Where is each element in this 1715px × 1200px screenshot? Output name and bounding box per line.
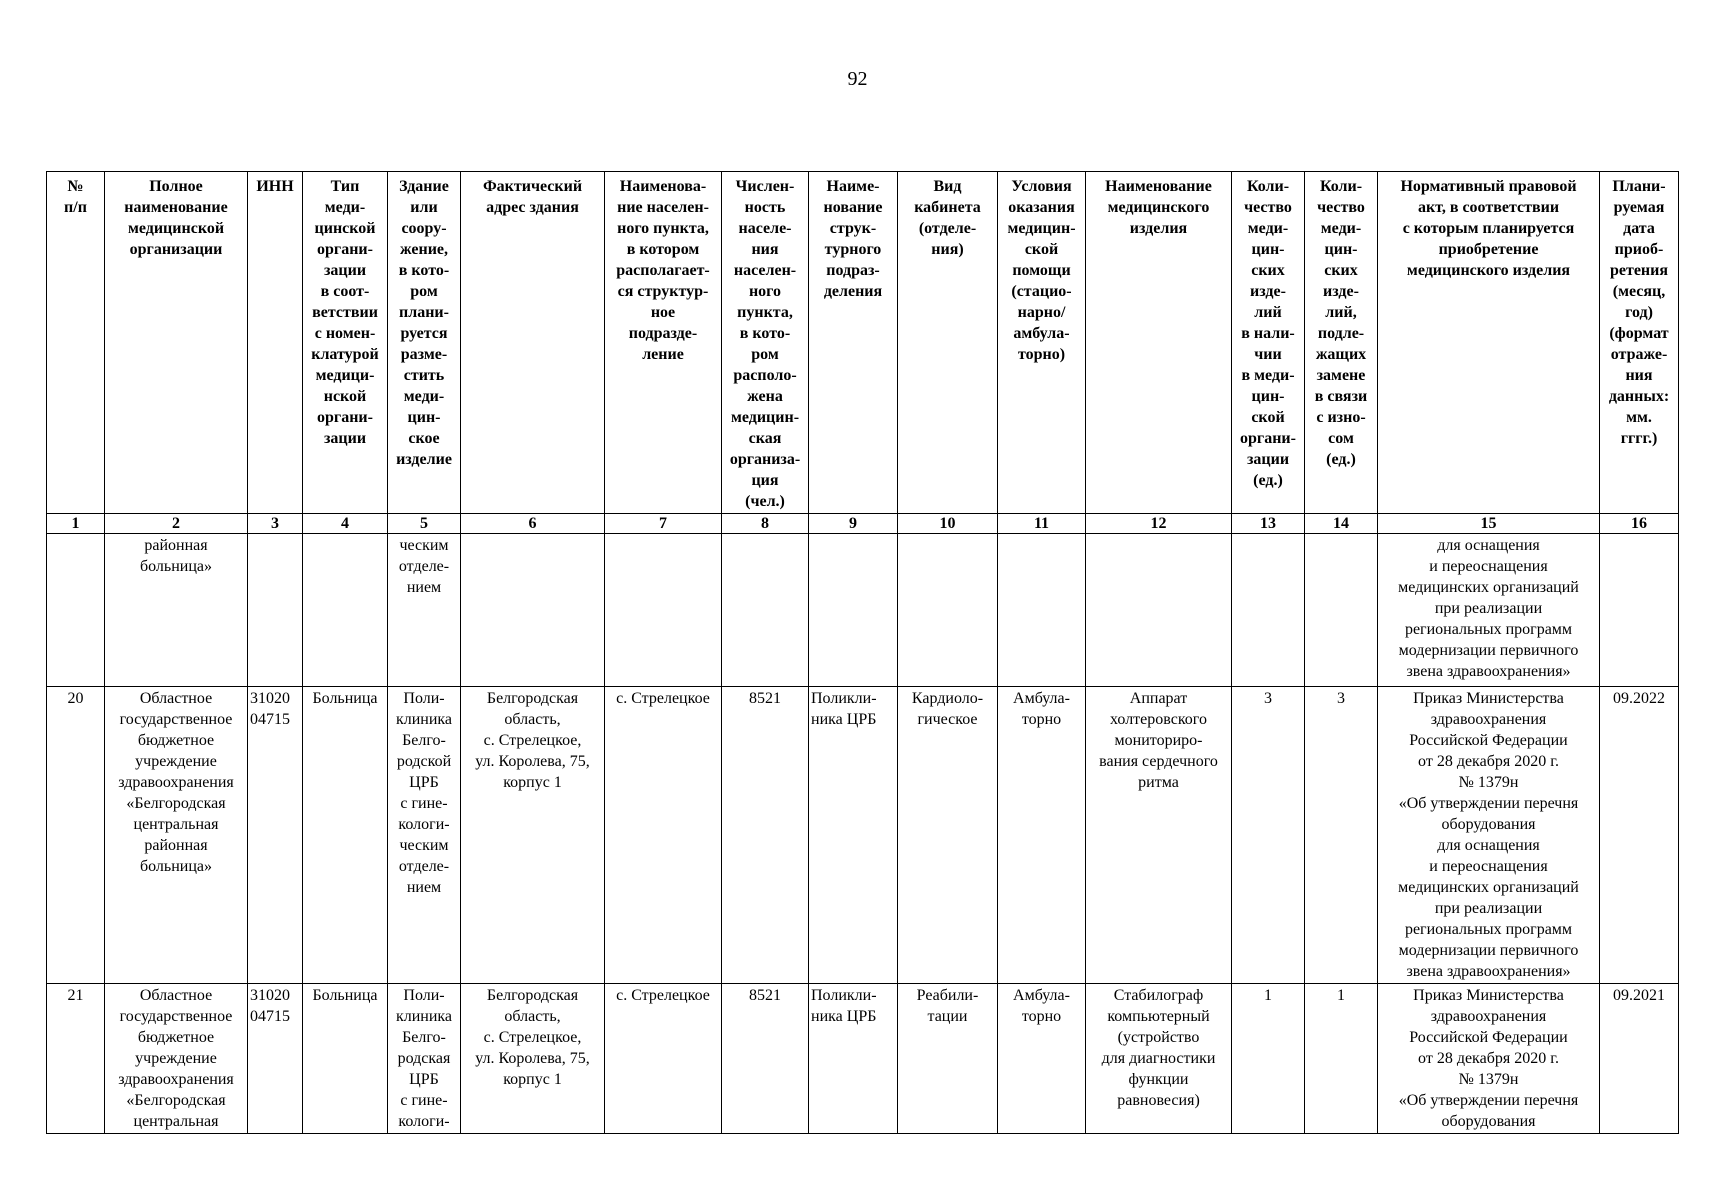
header-cell: Числен- ность населе- ния населен- ного пункта, в кото- ром располо- жена медицин- ская организа- ция (чел.) <box>722 172 809 514</box>
table-cell: с. Стрелецкое <box>605 687 722 984</box>
table-cell <box>898 534 998 687</box>
table-cell: Кардиоло- гическое <box>898 687 998 984</box>
column-number: 12 <box>1086 514 1232 534</box>
column-number: 13 <box>1232 514 1305 534</box>
table-cell: с. Стрелецкое <box>605 984 722 1134</box>
table-cell <box>303 534 388 687</box>
column-number: 11 <box>998 514 1086 534</box>
table-cell: 8521 <box>722 687 809 984</box>
table-row <box>47 984 1679 1134</box>
table-cell: 20 <box>47 687 105 984</box>
table-cell: Реабили- тации <box>898 984 998 1134</box>
header-cell: Условия оказания медицин- ской помощи (стацио- нарно/ амбула- торно) <box>998 172 1086 514</box>
table-cell: Приказ Министерства здравоохранения Российской Федерации от 28 декабря 2020 г. № 1379н «Об утверждении перечня оборудования <box>1378 984 1600 1134</box>
table-cell: 1 <box>1305 984 1378 1134</box>
table-cell: ческим отделе- нием <box>388 534 461 687</box>
table-cell: Поликли- ника ЦРБ <box>809 984 898 1134</box>
table-cell: для оснащения и переоснащения медицинских организаций при реализации региональных программ модернизации первичного звена здравоохранения» <box>1378 534 1600 687</box>
table-cell <box>47 534 105 687</box>
table-cell: Поли- клиника Белго- родская ЦРБ с гине- кологи- <box>388 984 461 1134</box>
header-cell: Наименование медицинского изделия <box>1086 172 1232 514</box>
table-cell: Амбула- торно <box>998 687 1086 984</box>
header-cell: Наиме- нование струк- турного подраз- деления <box>809 172 898 514</box>
table-cell: Амбула- торно <box>998 984 1086 1134</box>
table-cell: 1 <box>1232 984 1305 1134</box>
table-cell <box>1086 534 1232 687</box>
table-cell: 31020 04715 <box>248 687 303 984</box>
table-row <box>47 534 1679 687</box>
header-cell: Фактический адрес здания <box>461 172 605 514</box>
table-cell <box>998 534 1086 687</box>
table-cell: Приказ Министерства здравоохранения Российской Федерации от 28 декабря 2020 г. № 1379н «Об утверждении перечня оборудования для оснащения и переоснащения медицинских организаций при реализации региональных программ модернизации первичного звена здравоохранения» <box>1378 687 1600 984</box>
column-number: 5 <box>388 514 461 534</box>
table-cell <box>1232 534 1305 687</box>
column-number: 7 <box>605 514 722 534</box>
header-cell: Тип меди- цинской органи- зации в соот- ветствии с номен- клатурой медици- нской органи- зации <box>303 172 388 514</box>
table-cell: Белгородская область, с. Стрелецкое, ул. Королева, 75, корпус 1 <box>461 687 605 984</box>
table-cell: 31020 04715 <box>248 984 303 1134</box>
header-cell: № п/п <box>47 172 105 514</box>
table-cell: Областное государственное бюджетное учреждение здравоохранения «Белгородская центральная <box>105 984 248 1134</box>
column-number: 3 <box>248 514 303 534</box>
table-cell <box>809 534 898 687</box>
table-cell: 09.2022 <box>1600 687 1679 984</box>
header-cell: Коли- чество меди- цин- ских изде- лий в нали- чии в меди- цин- ской органи- зации (ед.) <box>1232 172 1305 514</box>
column-number: 14 <box>1305 514 1378 534</box>
column-number: 16 <box>1600 514 1679 534</box>
table-cell: Стабилограф компьютерный (устройство для диагностики функции равновесия) <box>1086 984 1232 1134</box>
table-cell: Аппарат холтеровского мониториро- вания сердечного ритма <box>1086 687 1232 984</box>
table-cell: Областное государственное бюджетное учреждение здравоохранения «Белгородская центральная районная больница» <box>105 687 248 984</box>
column-number: 6 <box>461 514 605 534</box>
column-number: 9 <box>809 514 898 534</box>
column-number: 4 <box>303 514 388 534</box>
table-row <box>47 687 1679 984</box>
column-number: 15 <box>1378 514 1600 534</box>
table-cell <box>605 534 722 687</box>
header-cell: Вид кабинета (отделе- ния) <box>898 172 998 514</box>
header-cell: Коли- чество меди- цин- ских изде- лий, подле- жащих замене в связи с изно- сом (ед.) <box>1305 172 1378 514</box>
header-cell: ИНН <box>248 172 303 514</box>
column-number: 10 <box>898 514 998 534</box>
header-cell: Здание или соору- жение, в кото- ром плани- руется разме- стить меди- цин- ское изделие <box>388 172 461 514</box>
table-cell: Больница <box>303 687 388 984</box>
table-cell: 21 <box>47 984 105 1134</box>
table-cell: 3 <box>1305 687 1378 984</box>
header-cell: Полное наименование медицинской организации <box>105 172 248 514</box>
equipment-table <box>46 171 1679 1134</box>
table-cell: Больница <box>303 984 388 1134</box>
page-number: 92 <box>847 68 868 90</box>
table-cell <box>722 534 809 687</box>
header-cell: Плани- руемая дата приоб- ретения (месяц, год) (формат отраже- ния данных: мм. гггг.) <box>1600 172 1679 514</box>
header-cell: Наименова- ние населен- ного пункта, в котором располагает- ся структур- ное подразде- ление <box>605 172 722 514</box>
table-cell: Поли- клиника Белго- родской ЦРБ с гине- кологи- ческим отделе- нием <box>388 687 461 984</box>
table-cell <box>1600 534 1679 687</box>
table-cell: 09.2021 <box>1600 984 1679 1134</box>
table-cell: 3 <box>1232 687 1305 984</box>
table-cell: Поликли- ника ЦРБ <box>809 687 898 984</box>
column-number: 1 <box>47 514 105 534</box>
table-cell: Белгородская область, с. Стрелецкое, ул. Королева, 75, корпус 1 <box>461 984 605 1134</box>
column-number: 8 <box>722 514 809 534</box>
column-number: 2 <box>105 514 248 534</box>
table-cell: 8521 <box>722 984 809 1134</box>
column-number-row <box>47 514 1679 534</box>
table-header-row <box>47 172 1679 514</box>
header-cell: Нормативный правовой акт, в соответствии с которым планируется приобретение медицинского изделия <box>1378 172 1600 514</box>
table-cell: районная больница» <box>105 534 248 687</box>
table-cell <box>461 534 605 687</box>
table-cell <box>248 534 303 687</box>
table-cell <box>1305 534 1378 687</box>
